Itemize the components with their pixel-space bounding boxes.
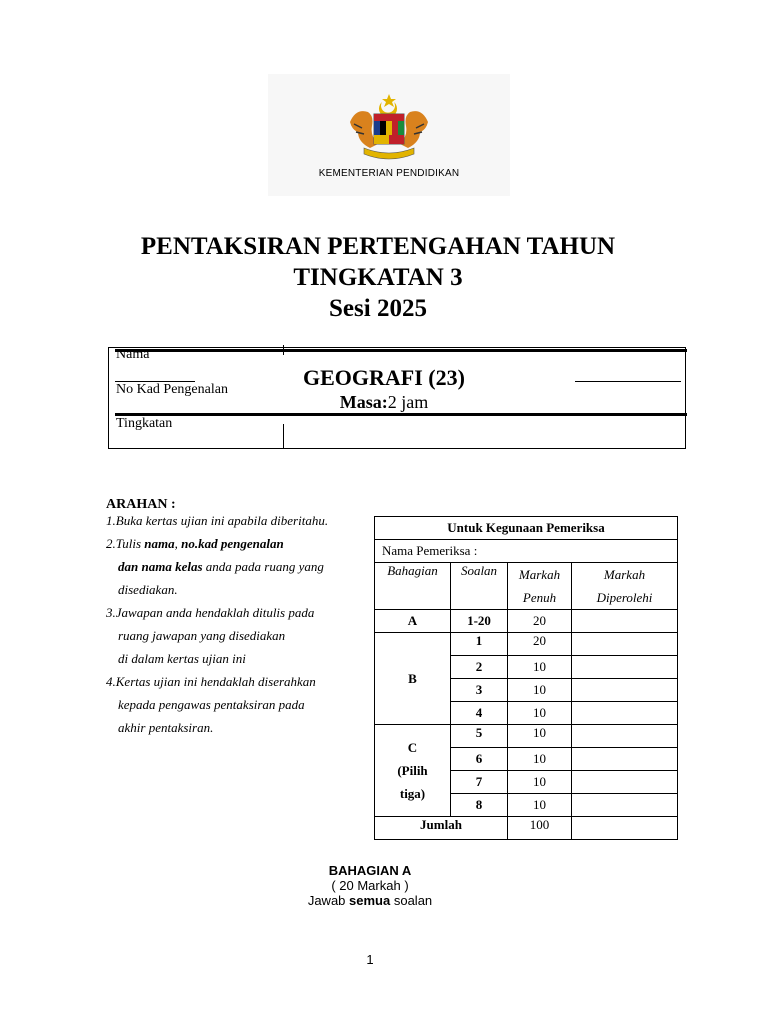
question-cell: 5 — [451, 725, 508, 748]
total-mark: 100 — [508, 817, 572, 840]
ic-number-label: No Kad Pengenalan — [116, 382, 228, 397]
header-full-mark: Markah Penuh — [508, 563, 572, 610]
score-cell[interactable] — [572, 794, 678, 817]
exam-session: Sesi 2025 — [329, 295, 427, 322]
instruction-4: 4.Kertas ujian ini hendaklah diserahkan — [106, 674, 316, 689]
instruction-2: 2.Tulis nama, no.kad pengenalan — [106, 536, 284, 551]
section-b-name: B — [375, 633, 451, 725]
class-label: Tingkatan — [116, 416, 173, 431]
section-a-marks: ( 20 Markah ) — [331, 878, 409, 893]
instruction-3: 3.Jawapan anda hendaklah ditulis pada — [106, 605, 315, 620]
section-c-name: C (Pilih tiga) — [375, 725, 451, 817]
header-obtained-mark: Markah Diperolehi — [572, 563, 678, 610]
question-cell: 6 — [451, 748, 508, 771]
section-a-mark: 20 — [508, 610, 572, 633]
mark-cell: 20 — [508, 633, 572, 656]
page-number: 1 — [366, 952, 374, 967]
instructions-section — [106, 497, 368, 736]
mark-cell: 10 — [508, 656, 572, 679]
subject-title: GEOGRAFI (23) — [303, 365, 465, 390]
instruction-4-cont2: akhir pentaksiran. — [118, 720, 214, 735]
instruction-3-cont2: di dalam kertas ujian ini — [118, 651, 246, 666]
score-cell[interactable] — [572, 702, 678, 725]
ministry-crest — [268, 74, 510, 196]
question-cell: 7 — [451, 771, 508, 794]
examiner-table-title: Untuk Kegunaan Pemeriksa — [375, 517, 678, 540]
section-a-heading: BAHAGIAN A — [328, 863, 412, 878]
student-info-box — [108, 347, 686, 449]
mark-cell: 10 — [508, 679, 572, 702]
exam-title: PENTAKSIRAN PERTENGAHAN TAHUN — [140, 233, 616, 260]
mark-cell: 10 — [508, 702, 572, 725]
total-score[interactable] — [572, 817, 678, 840]
name-label: Nama — [116, 347, 150, 362]
instructions-heading: ARAHAN : — [106, 497, 176, 512]
score-cell[interactable] — [572, 679, 678, 702]
examiner-name-field[interactable]: Nama Pemeriksa : — [375, 540, 678, 563]
mark-cell: 10 — [508, 771, 572, 794]
section-a-name: A — [375, 610, 451, 633]
coat-of-arms-icon — [344, 92, 434, 164]
section-a-question: 1-20 — [451, 610, 508, 633]
instruction-2-cont: dan nama kelas anda pada ruang yang — [118, 559, 324, 574]
mark-cell: 10 — [508, 725, 572, 748]
instruction-4-cont: kepada pengawas pentaksiran pada — [118, 697, 305, 712]
mark-cell: 10 — [508, 748, 572, 771]
score-cell[interactable] — [572, 748, 678, 771]
question-cell: 2 — [451, 656, 508, 679]
score-cell[interactable] — [572, 633, 678, 656]
examiner-table — [374, 516, 678, 840]
section-a-instruction: Jawab semua soalan — [307, 893, 433, 908]
score-cell[interactable] — [572, 725, 678, 748]
instruction-1: 1.Buka kertas ujian ini apabila diberitahu. — [106, 513, 329, 528]
question-cell: 4 — [451, 702, 508, 725]
class-field[interactable] — [285, 418, 683, 448]
score-cell[interactable] — [572, 656, 678, 679]
exam-form-level: TINGKATAN 3 — [293, 264, 463, 291]
score-cell[interactable] — [572, 771, 678, 794]
section-a-score[interactable] — [572, 610, 678, 633]
question-cell: 1 — [451, 633, 508, 656]
instruction-2-cont2: disediakan. — [118, 582, 178, 597]
mark-cell: 10 — [508, 794, 572, 817]
header-section: Bahagian — [375, 563, 451, 610]
ic-number-field[interactable] — [575, 384, 681, 412]
header-question: Soalan — [451, 563, 508, 610]
total-label: Jumlah — [375, 817, 508, 840]
ministry-name: KEMENTERIAN PENDIDIKAN — [318, 168, 460, 179]
question-cell: 3 — [451, 679, 508, 702]
instruction-3-cont: ruang jawapan yang disediakan — [118, 628, 286, 643]
exam-duration: Masa:2 jam — [339, 392, 429, 412]
question-cell: 8 — [451, 794, 508, 817]
